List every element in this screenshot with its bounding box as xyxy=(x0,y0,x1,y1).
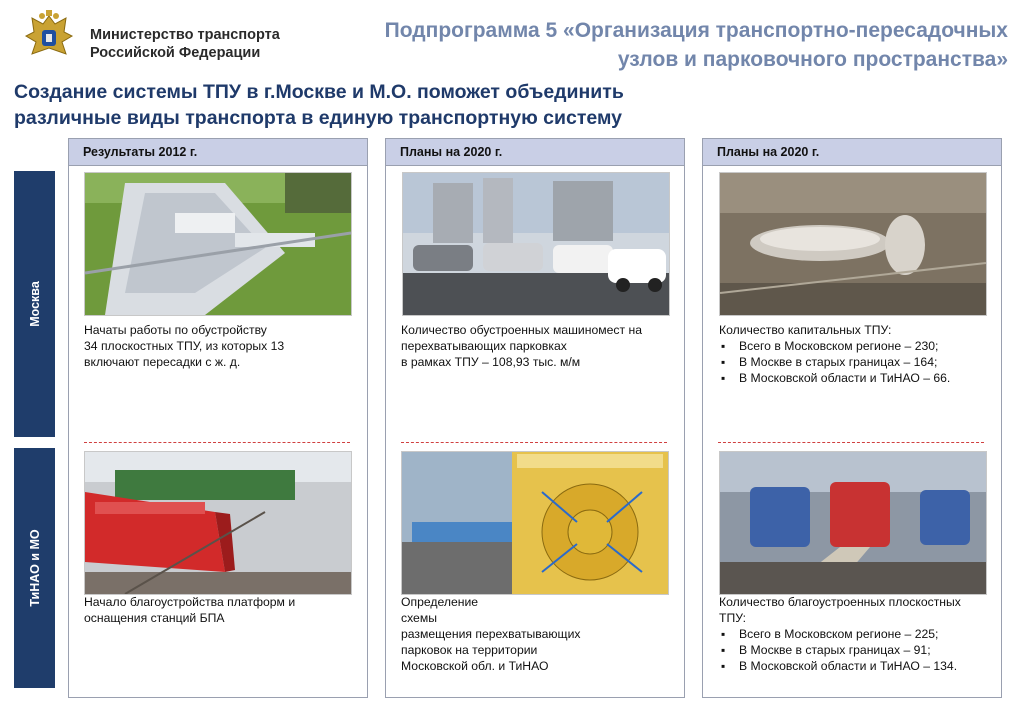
bullet-item: ▪ Всего в Московском регионе – 225; xyxy=(719,626,1009,642)
ministry-line-2: Российской Федерации xyxy=(90,45,261,61)
col1-top-text xyxy=(84,322,374,370)
commuter-trains-photo xyxy=(719,451,987,595)
text-title-line: ТПУ: xyxy=(719,611,747,625)
row-label-tinao-text: ТиНАО и МО xyxy=(27,529,42,607)
text-line: 34 плоскостных ТПУ, из которых 13 xyxy=(84,339,285,353)
program-title-line-2: узлов и парковочного пространства» xyxy=(617,48,1008,71)
parking-scheme-map xyxy=(401,451,669,595)
tpu-hub-rendering-photo xyxy=(719,172,987,316)
bullet-item: ▪ В Москве в старых границах – 91; xyxy=(719,642,1009,658)
text-title-line: Количество благоустроенных плоскостных xyxy=(719,595,961,609)
program-title-line-1: Подпрограмма 5 «Организация транспортно-пересадочных xyxy=(384,19,1008,42)
bullet-item: ▪ В Москве в старых границах – 164; xyxy=(719,354,1009,370)
row-label-tinao xyxy=(14,448,55,688)
col2-top-text xyxy=(401,322,691,370)
row-divider xyxy=(84,442,350,443)
text-line: Начало благоустройства платформ и xyxy=(84,595,296,609)
text-line: оснащения станций БПА xyxy=(84,611,225,625)
text-line: Количество обустроенных машиномест на xyxy=(401,323,642,337)
bullet-item: ▪ Всего в Московском регионе – 230; xyxy=(719,338,1009,354)
text-title: Количество капитальных ТПУ: xyxy=(719,323,892,337)
subtitle-line-2: различные виды транспорта в единую транспортную систему xyxy=(14,107,622,129)
ministry-line-1: Министерство транспорта xyxy=(90,27,280,43)
text-line: перехватывающих парковках xyxy=(401,339,567,353)
text-line: включают пересадки с ж. д. xyxy=(84,355,241,369)
subtitle-line-1: Создание системы ТПУ в г.Москве и М.О. поможет объединить xyxy=(14,81,624,103)
row-label-moscow xyxy=(14,171,55,437)
col3-top-text xyxy=(719,322,1009,386)
tpu-rendering-photo xyxy=(84,172,352,316)
col2-bottom-text xyxy=(401,594,691,674)
text-line: размещения перехватывающих xyxy=(401,627,581,641)
ministry-name xyxy=(90,26,280,62)
col3-bottom-text xyxy=(719,594,1009,674)
parking-lot-photo xyxy=(402,172,670,316)
text-line: схемы xyxy=(401,611,437,625)
column-header: Планы на 2020 г. xyxy=(386,139,684,166)
column-header: Планы на 2020 г. xyxy=(703,139,1001,166)
program-title xyxy=(385,16,1008,74)
bullet-item: ▪ В Московской области и ТиНАО – 66. xyxy=(719,370,1009,386)
row-divider xyxy=(401,442,667,443)
red-train-photo xyxy=(84,451,352,595)
row-divider xyxy=(718,442,984,443)
text-line: Начаты работы по обустройству xyxy=(84,323,267,337)
column-header: Результаты 2012 г. xyxy=(69,139,367,166)
text-line: парковок на территории xyxy=(401,643,538,657)
bullet-item: ▪ В Московской области и ТиНАО – 134. xyxy=(719,658,1009,674)
row-label-moscow-text: Москва xyxy=(27,281,42,327)
col1-bottom-text xyxy=(84,594,374,626)
text-line: Определение xyxy=(401,595,479,609)
coat-of-arms-icon xyxy=(22,10,76,66)
text-line: в рамках ТПУ – 108,93 тыс. м/м xyxy=(401,355,581,369)
slide-subtitle xyxy=(14,79,624,131)
text-line: Московской обл. и ТиНАО xyxy=(401,659,549,673)
